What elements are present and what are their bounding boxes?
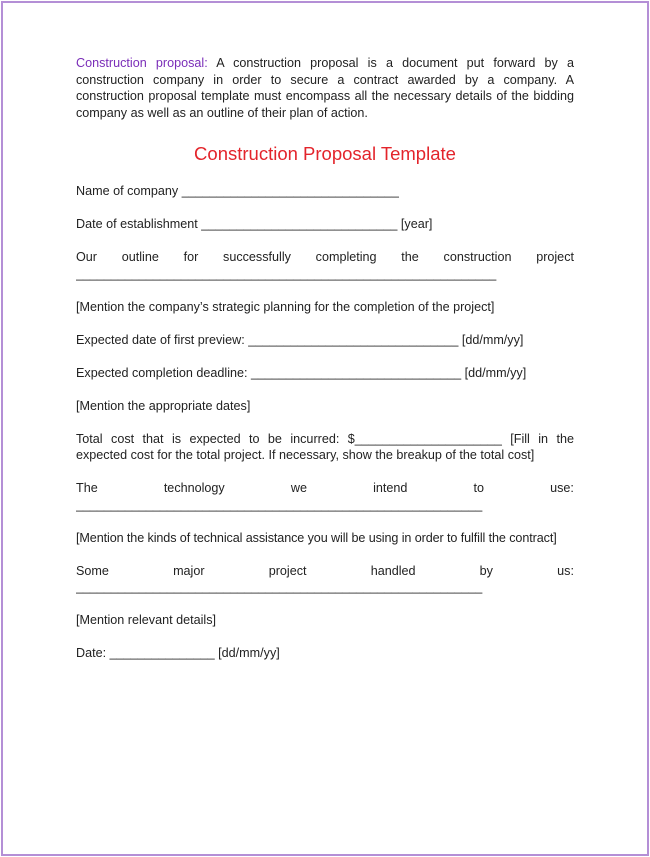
document-title: Construction Proposal Template — [194, 143, 456, 164]
intro-text: A construction proposal is a document put forward by a construction company in order to secure a contract awarded by a company. A construction proposal template must encompass all the necessary details of the bidding company as well as an outline of their plan of action. — [76, 56, 574, 120]
projects-word: handled — [370, 563, 416, 578]
projects-word: Some — [76, 563, 109, 578]
field-outline[interactable] — [76, 249, 574, 282]
projects-word: us: — [557, 563, 574, 578]
field-technology[interactable] — [76, 480, 574, 513]
outline-word: successfully — [223, 250, 291, 264]
outline-word: Our — [76, 250, 97, 264]
field-date[interactable]: Date: _______________ [dd/mm/yy] — [76, 646, 280, 660]
outline-word: construction — [443, 250, 512, 264]
projects-word: by — [479, 563, 493, 578]
outline-word: completing — [315, 250, 377, 264]
field-name-of-company[interactable]: Name of company _______________________________ — [76, 184, 399, 198]
technology-word: to — [473, 481, 485, 495]
technology-label-row — [76, 480, 574, 497]
technology-blank[interactable]: __________________________________________________________ — [76, 497, 483, 512]
projects-blank[interactable]: __________________________________________________________ — [76, 580, 483, 594]
projects-word: project — [268, 563, 307, 578]
projects-word: major — [173, 563, 205, 578]
field-total-cost[interactable]: Total cost that is expected to be incurred: $_____________________ [Fill in the expected cost for the total project. If necessary, show the breakup of the total cost] — [76, 431, 574, 462]
technology-word: technology — [163, 481, 225, 495]
technology-word: use: — [550, 481, 574, 495]
projects-label-row — [76, 563, 574, 580]
technology-word: The — [76, 481, 98, 495]
outline-label-row — [76, 249, 574, 266]
note-appropriate-dates: [Mention the appropriate dates] — [76, 398, 251, 413]
field-first-preview[interactable]: Expected date of first preview: ______________________________ [dd/mm/yy] — [76, 332, 524, 347]
technology-word: we — [290, 481, 307, 495]
outline-word: outline — [121, 250, 159, 264]
outline-blank[interactable]: ____________________________________________________________ — [76, 266, 497, 281]
note-relevant-details: [Mention relevant details] — [76, 613, 217, 627]
outline-word: project — [536, 250, 574, 264]
note-technical-assistance: [Mention the kinds of technical assistance you will be using in order to fulfill the contract] — [76, 530, 557, 545]
outline-word: the — [401, 250, 419, 264]
field-date-of-establishment[interactable]: Date of establishment ____________________________ [year] — [76, 217, 433, 231]
field-completion-deadline[interactable]: Expected completion deadline: ______________________________ [dd/mm/yy] — [76, 365, 527, 380]
outline-word: for — [183, 250, 199, 264]
field-major-projects[interactable] — [76, 563, 574, 596]
technology-word: intend — [373, 481, 408, 495]
note-strategic-planning: [Mention the company’s strategic planning for the completion of the project] — [76, 299, 495, 314]
document-body — [76, 55, 574, 678]
intro-paragraph — [76, 55, 574, 121]
intro-lead: Construction proposal: — [76, 56, 208, 70]
